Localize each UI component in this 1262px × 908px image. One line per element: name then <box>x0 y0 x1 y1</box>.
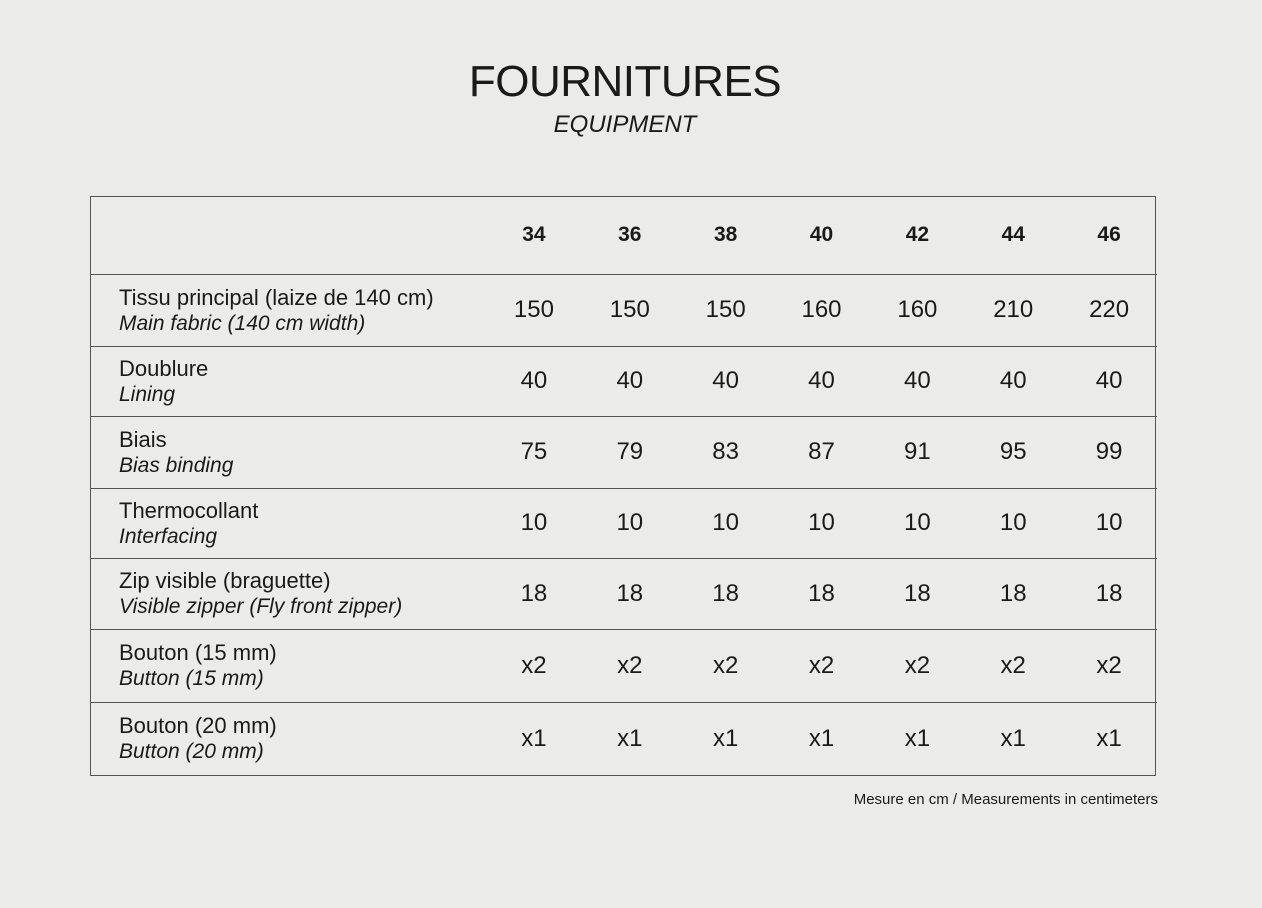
table-row <box>91 416 1157 488</box>
table-cell: 10 <box>712 509 739 536</box>
page-subtitle: EQUIPMENT <box>553 111 697 138</box>
table-cell: x1 <box>808 724 835 752</box>
size-header: 46 <box>1097 223 1121 247</box>
table-cell: x2 <box>1096 651 1122 679</box>
size-header: 34 <box>522 223 546 247</box>
row-label-fr: Zip visible (braguette) <box>119 568 331 593</box>
table-cell: 18 <box>999 579 1027 607</box>
table-cell: x2 <box>808 651 835 679</box>
table-row <box>91 702 1157 775</box>
table-cell: 150 <box>705 296 746 323</box>
table-cell: 150 <box>513 296 554 323</box>
table-cell: x2 <box>521 651 547 679</box>
table-row <box>91 274 1157 346</box>
row-label-fr: Biais <box>119 426 167 452</box>
table-cell: x2 <box>617 651 643 679</box>
table-cell: 91 <box>904 438 931 465</box>
table-cell: 83 <box>712 438 739 465</box>
table-cell: 40 <box>999 367 1027 394</box>
table-cell: 79 <box>616 438 644 465</box>
row-label <box>91 416 486 488</box>
table-cell: 18 <box>520 579 548 607</box>
table-cell: 95 <box>999 438 1027 465</box>
table-cell: 18 <box>904 579 931 607</box>
size-header: 42 <box>905 223 930 247</box>
table-cell: x2 <box>1000 651 1026 679</box>
table-cell: 10 <box>1095 509 1123 536</box>
size-header: 38 <box>713 223 738 247</box>
table-cell: 10 <box>808 509 835 536</box>
size-header: 36 <box>618 223 642 247</box>
table-cell: 40 <box>616 367 644 394</box>
table-cell: 160 <box>801 296 842 323</box>
table-cell: 18 <box>808 579 835 607</box>
table-cell: 75 <box>520 438 548 465</box>
row-label <box>91 629 486 702</box>
row-label <box>91 488 486 558</box>
table-cell: 40 <box>904 367 931 394</box>
equipment-table <box>90 196 1156 776</box>
table-cell: 160 <box>897 296 938 323</box>
table-cell: 10 <box>999 509 1027 536</box>
table-cell: 40 <box>808 367 835 394</box>
table-cell: x1 <box>904 724 931 752</box>
table-cell: 99 <box>1095 438 1123 465</box>
row-label-fr: Thermocollant <box>119 497 259 523</box>
table-cell: x2 <box>712 651 739 679</box>
row-label <box>91 274 486 346</box>
table-row <box>91 629 1157 702</box>
table-row <box>91 558 1157 629</box>
row-label-fr: Bouton (15 mm) <box>119 640 277 665</box>
row-label <box>91 702 486 775</box>
page-title: FOURNITURES <box>468 57 782 106</box>
table-cell: x1 <box>1000 724 1026 752</box>
table-cell: 40 <box>520 367 548 394</box>
table-cell: 220 <box>1089 296 1130 323</box>
table-row <box>91 488 1157 558</box>
table-cell: 10 <box>520 509 548 536</box>
table-cell: 210 <box>993 296 1034 323</box>
table-cell: 10 <box>904 509 931 536</box>
table-cell: 18 <box>712 579 739 607</box>
row-label-fr: Tissu principal (laize de 140 cm) <box>119 284 434 310</box>
size-header: 44 <box>1001 223 1025 247</box>
row-label-en: Lining <box>119 382 176 406</box>
table-cell: x1 <box>617 724 643 752</box>
row-label-fr: Bouton (20 mm) <box>119 713 277 739</box>
row-label-en: Main fabric (140 cm width) <box>119 311 366 335</box>
table-cell: 10 <box>616 509 644 536</box>
table-cell: x1 <box>521 724 547 752</box>
size-header: 40 <box>809 223 834 247</box>
row-label-fr: Doublure <box>119 355 209 381</box>
table-cell: x1 <box>1096 724 1122 752</box>
row-label-en: Button (15 mm) <box>119 667 264 690</box>
table-cell: 87 <box>808 438 835 465</box>
table-row <box>91 346 1157 416</box>
row-label <box>91 558 486 629</box>
row-label-en: Visible zipper (Fly front zipper) <box>119 595 403 618</box>
table-cell: 18 <box>616 579 644 607</box>
table-cell: x2 <box>904 651 931 679</box>
header-label-cell <box>91 197 486 274</box>
row-label-en: Button (20 mm) <box>119 740 264 764</box>
table-cell: 40 <box>712 367 739 394</box>
table-cell: 18 <box>1095 579 1123 607</box>
table-cell: x1 <box>712 724 739 752</box>
row-label <box>91 346 486 416</box>
size-header-row <box>91 197 1157 274</box>
measurement-footnote: Mesure en cm / Measurements in centimeters <box>853 791 1158 808</box>
row-label-en: Bias binding <box>119 453 234 477</box>
table-cell: 40 <box>1095 367 1123 394</box>
table-cell: 150 <box>609 296 650 323</box>
row-label-en: Interfacing <box>119 524 218 548</box>
